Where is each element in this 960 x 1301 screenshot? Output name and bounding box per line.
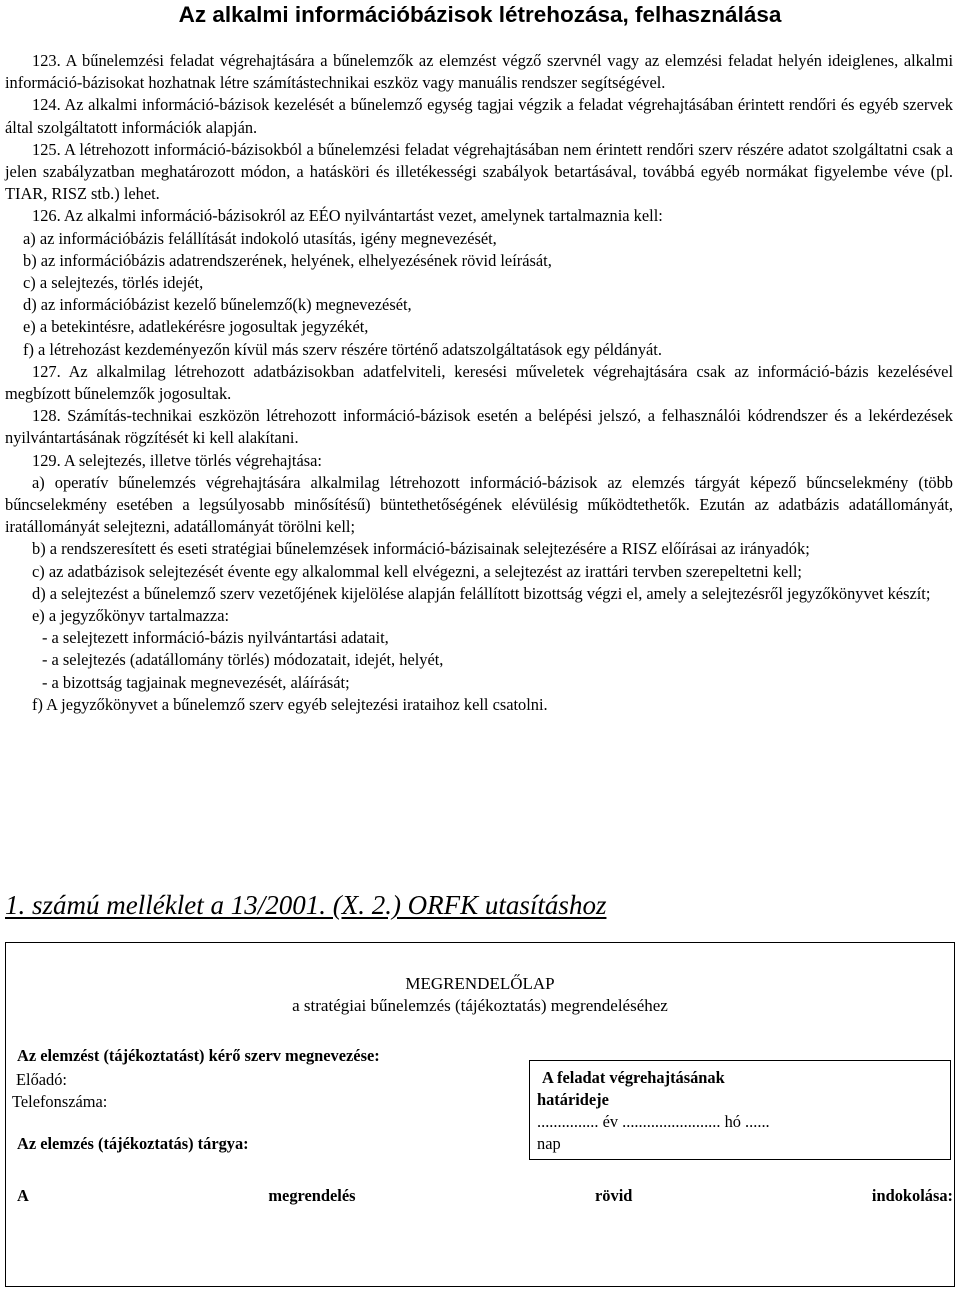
reason-word: megrendelés: [268, 1186, 356, 1205]
paragraph-129-e: e) a jegyzőkönyv tartalmazza:: [32, 606, 230, 626]
paragraph-124: 124. Az alkalmi információ-bázisok kezelését a bűnelemző egység tagjai végzik a feladat végrehajtásában érintett rendőri és egyéb szervek által szolgáltatott információk alapján.: [5, 95, 953, 137]
paragraph-126: 126. Az alkalmi információ-bázisokról az EÉO nyilvántartást vezet, amelynek tartalmaznia kell:: [32, 206, 663, 226]
annex-heading: 1. számú melléklet a 13/2001. (X. 2.) ORFK utasításhoz: [5, 890, 607, 920]
paragraph-123: 123. A bűnelemzési feladat végrehajtására a bűnelemzők az elemzést végző szervnél vagy az elemzési feladat helyén ideiglenes, alkalmi információ-bázisokat hozhatnak létre számítástechnikai eszköz vagy manuális rendszer segítségével.: [5, 51, 953, 93]
list-item: e) a betekintésre, adatlekérésre jogosultak jegyzékét,: [23, 317, 369, 337]
paragraph-129-d: d) a selejtezést a bűnelemző szerv vezetőjének kijelölése alapján felállított bizottság végzi el, amely a selejtezésről jegyzőkönyvet készít;: [32, 583, 931, 603]
requester-label: Az elemzést (tájékoztatást) kérő szerv megnevezése:: [17, 1046, 380, 1065]
deadline-title-continued: határideje: [537, 1090, 609, 1109]
list-item: c) a selejtezés, törlés idejét,: [23, 273, 204, 293]
paragraph-129-f: f) A jegyzőkönyvet a bűnelemző szerv egyéb selejtezési irataihoz kell csatolni.: [32, 694, 548, 714]
order-form: [5, 942, 955, 1287]
list-item: - a selejtezés (adatállomány törlés) módozatait, idejét, helyét,: [42, 650, 444, 670]
page-title: Az alkalmi információbázisok létrehozása, felhasználása: [178, 2, 782, 27]
list-item: f) a létrehozást kezdeményezőn kívül más szerv részére történő adatszolgáltatások egy példányát.: [23, 339, 662, 359]
form-title: MEGRENDELŐLAP: [405, 974, 555, 993]
paragraph-128: 128. Számítás-technikai eszközön létrehozott információ-bázisok esetén a belépési jelszó, a felhasználói kódrendszer és a lekérdezések nyilvántartásának rögzítését ki kell alakítani.: [5, 406, 953, 448]
deadline-day-label: nap: [537, 1134, 561, 1153]
paragraph-129-a: a) operatív bűnelemzés végrehajtására alkalmilag létrehozott információ-bázisok az elemzés tárgyát képező bűncselekmény (több bűncselekmény esetében a legsúlyosabb minősítésű) büntethetőségének elévülésig működtethetők. Ezután az adatbázis adatállományát, iratállományát selejtezni, adatállományát törölni kell;: [5, 472, 953, 537]
form-subtitle: a stratégiai bűnelemzés (tájékoztatás) megrendeléséhez: [292, 996, 668, 1015]
subject-label: Az elemzés (tájékoztatás) tárgya:: [17, 1134, 249, 1153]
phone-label: Telefonszáma:: [12, 1092, 108, 1111]
paragraph-125: 125. A létrehozott információ-bázisokból a bűnelemzési feladat végrehajtásában nem érintett rendőri szerv részére adatot szolgáltatni csak a jelen szabályzatban meghatározott módon, a hatásköri és illetékességi szabályok betartásával, továbbá egyéb normákat figyelembe véve (pl. TIAR, RISZ stb.) lehet.: [5, 139, 953, 204]
reason-word: indokolása:: [871, 1186, 953, 1205]
list-item: - a selejtezett információ-bázis nyilvántartási adatait,: [42, 628, 389, 648]
deadline-box: [529, 1060, 951, 1160]
list-item: b) az információbázis adatrendszerének, helyének, elhelyezésének rövid leírását,: [23, 250, 552, 270]
document-body: [5, 50, 953, 716]
reason-word: rövid: [595, 1186, 633, 1205]
paragraph-129-b: b) a rendszeresített és eseti stratégiai bűnelemzések információ-bázisainak selejtezésére a RISZ előírásai az irányadók;: [32, 539, 810, 559]
paragraph-127: 127. Az alkalmilag létrehozott adatbázisokban adatfelviteli, keresési műveletek végrehajtására csak az információ-bázis kezelésével megbízott bűnelemzők jogosultak.: [5, 361, 953, 404]
list-item: a) az információbázis felállítását indokoló utasítás, igény megnevezését,: [23, 228, 497, 248]
reason-word: A: [17, 1186, 29, 1205]
paragraph-129-c: c) az adatbázisok selejtezését évente egy alkalommal kell elvégezni, a selejtezést az irattári tervben szerepeltetni kell;: [32, 561, 802, 581]
deadline-title: A feladat végrehajtásának: [542, 1068, 725, 1087]
deadline-date-field: ............... év ........................ hó ......: [537, 1112, 770, 1131]
list-item: d) az információbázist kezelő bűnelemző(k) megnevezését,: [23, 295, 412, 315]
presenter-label: Előadó:: [16, 1070, 67, 1089]
list-item: - a bizottság tagjainak megnevezését, aláírását;: [42, 672, 350, 692]
reason-label: [17, 1185, 953, 1207]
paragraph-129: 129. A selejtezés, illetve törlés végrehajtása:: [32, 450, 322, 470]
